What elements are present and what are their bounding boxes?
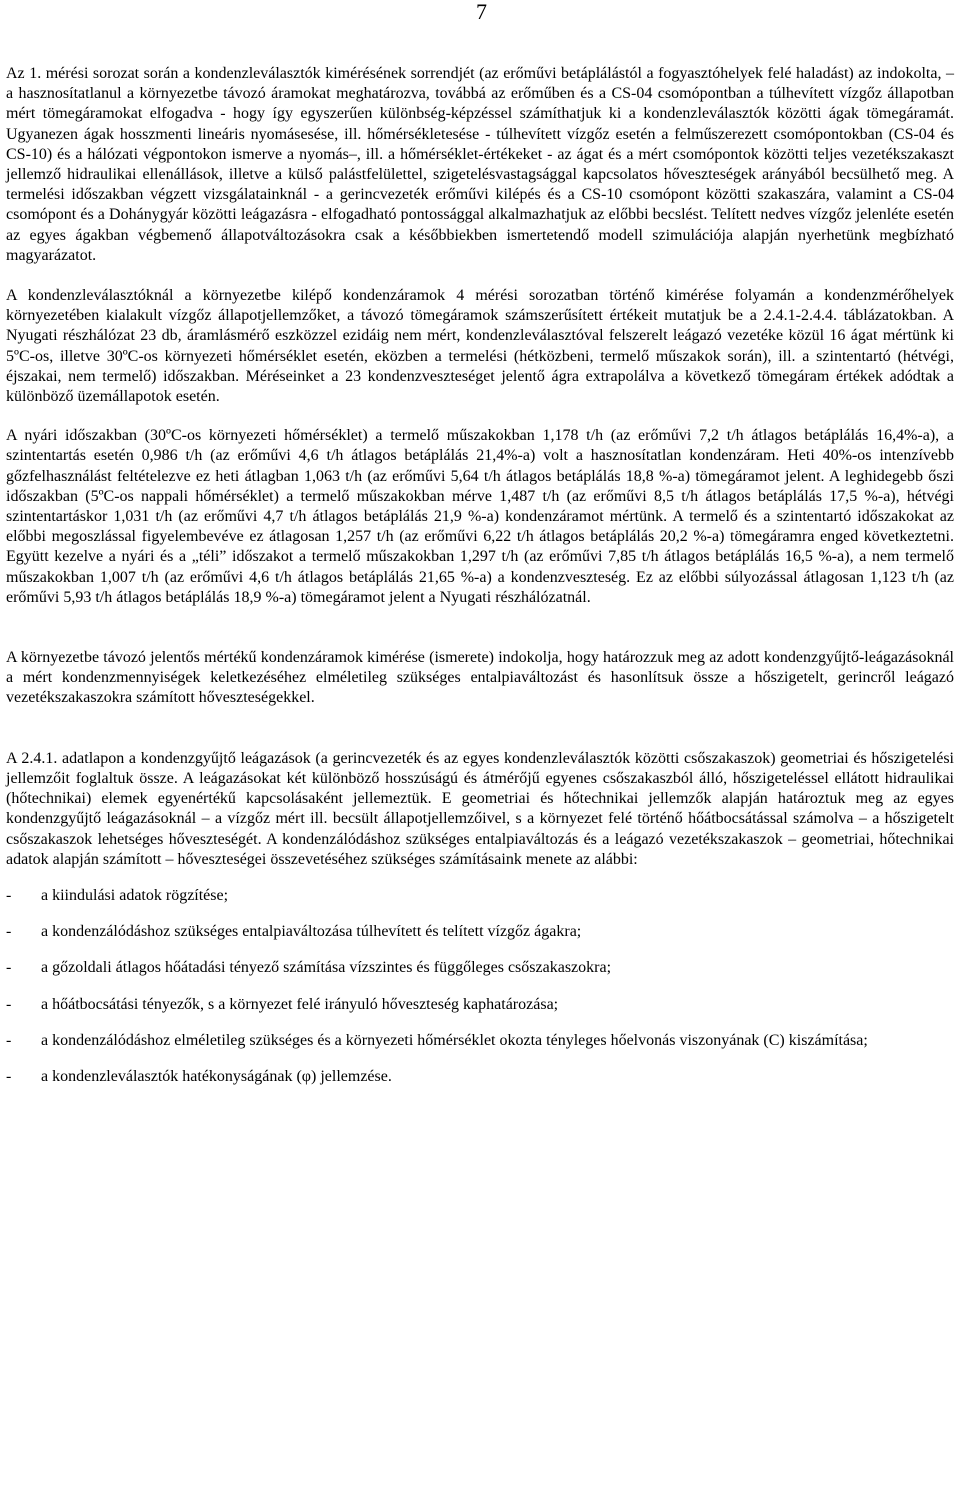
- list-item-text: a kondenzálódáshoz elméletileg szükséges és a környezeti hőmérséklet okozta tényleges hőelvonás viszonyának (C) kiszámítása;: [41, 1031, 868, 1049]
- bullet-dash: -: [6, 995, 12, 1013]
- paragraph-1: Az 1. mérési sorozat során a kondenzleválasztók kimérésének sorrendjét (az erőművi betáplálástól a fogyasztóhelyek felé haladást) az indokolta, – a hasznosítatlanul a környezetbe távozó áramokat meghatározva, továbbá az erőműben és a CS-04 csomópontban a túlhevített vízgőz állapotban mért tömegáramokat elfogadva - hogy így egyszerűen különbség-képzéssel számíthatjuk ki a kondenzleválasztók közötti ágak tömegáramát. Ugyanezen ágak hosszmenti lineáris nyomásesése, ill. hőmérsékletesése - túlhevített vízgőz esetén a felműszerezett csomópontokban (CS-04 és CS-10) és a hálózati végpontokon ismerve a nyomás–, ill. a hőmérséklet-értékeket - az ágat és a mért csomópontok közötti teljes vezetékszakaszt jellemző hidraulikai ellenállások, illetve a külső palástfelülettel, szigetelésvastagsággal kapcsolatos hőveszteségek arányából becsülhető meg. A termelési időszakban végzett vizsgálatainknál - a gerincvezeték erőművi kilépés és a CS-10 csomópont közötti szakaszára, valamint a CS-04 csomópont és a Dohánygyár közötti leágazásra - elfogadható pontossággal alkalmazhatjuk az előbbi becslést. Telített nedves vízgőz jelenléte esetén az egyes ágakban végbemenő állapotváltozásokra csak a későbbiekben ismertetendő modell szimulációja alapján nyerhetünk megbízható magyarázatot.: [6, 65, 954, 264]
- paragraph-2: A kondenzleválasztóknál a környezetbe kilépő kondenzáramok 4 mérési sorozatban történő kimérése folyamán a kondenzmérőhelyek környezetében kialakult vízgőz állapotjellemzőket, a távozó tömegáramok számszerűsített értékeit mutatjuk be a 2.4.1-2.4.4. táblázatokban. A Nyugati részhálózat 23 db, áramlásmérő eszközzel ezidáig nem mért, kondenzleválasztóval felszerelt leágazó vezetéke közül 16 ágat mértünk ki 5ºC-os, illetve 30ºC-os környezeti hőmérséklet esetén, eközben a termelési (hétközbeni, termelő műszakok során), ill. a szintentartó (hétvégi, éjszakai, nem termelő) időszakban. Méréseinket a 23 kondenzveszteséget jelentő ágra extrapolálva a következő tömegáram értékek adódtak a különböző üzemállapotok esetén.: [6, 287, 954, 406]
- list-item: [6, 1067, 954, 1087]
- paragraph-3: A nyári időszakban (30ºC-os környezeti hőmérséklet) a termelő műszakokban 1,178 t/h (az erőművi 7,2 t/h átlagos betáplálás 16,4%-a), a szintentartás esetén 0,986 t/h (az erőművi 4,6 t/h átlagos betáplálás 21,4%-a) volt a hasznosítatlan kondenzáram. Heti 40%-os intenzívebb gőzfelhasználást feltételezve ez heti átlagban 1,063 t/h (az erőművi 5,64 t/h átlagos betáplálás 18,8 %-a) tömegáramot jelent. A leghidegebb őszi időszakban (5ºC-os nappali hőmérséklet) a termelő műszakokban mérve 1,487 t/h (az erőművi 8,5 t/h átlagos betáplálás 17,5 %-a), hétvégi szintentartáskor 1,031 t/h (az erőművi 4,7 t/h átlagos betáplálás 21,9 %-a) kondenzáramot mértünk. A termelő és a szintentartó időszakokat az előbbi megoszlással figyelembevéve ez átlagosan 1,257 t/h (az erőművi 6,22 t/h átlagos betáplálás 20,2 %-a) tömegáramra enged következtetni. Együtt kezelve a nyári és a „téli” időszakot a termelő műszakokban 1,297 t/h (az erőművi 7,85 t/h átlagos betáplálás 16,5 %-a), a nem termelő műszakokban 1,007 t/h (az erőművi 4,6 t/h átlagos betáplálás 21,65 %-a) a kondenzveszteség. Ez az előbbi súlyozással átlagosan 1,123 t/h (az erőművi 5,93 t/h átlagos betáplálás 18,9 %-a) tömegáramot jelent a Nyugati részhálózatnál.: [6, 427, 954, 606]
- list-item-text: a kiindulási adatok rögzítése;: [41, 886, 229, 904]
- list-item: [6, 1031, 954, 1051]
- list-item-text: a kondenzleválasztók hatékonyságának (φ) jellemzése.: [41, 1067, 392, 1085]
- bullet-dash: -: [6, 1067, 12, 1085]
- body-text: [6, 64, 954, 1087]
- list-item: [6, 995, 954, 1015]
- bullet-dash: -: [6, 923, 12, 941]
- list-item: [6, 886, 954, 906]
- bullet-dash: -: [6, 886, 12, 904]
- list-item: [6, 958, 954, 978]
- list-item-text: a gőzoldali átlagos hőátadási tényező számítása vízszintes és függőleges csőszakaszokra;: [41, 959, 612, 977]
- list-item-text: a kondenzálódáshoz szükséges entalpiaváltozása túlhevített és telített vízgőz ágakra;: [41, 923, 582, 941]
- list-item-text: a hőátbocsátási tényezők, s a környezet felé irányuló hőveszteség kaphatározása;: [41, 995, 559, 1013]
- paragraph-5: A 2.4.1. adatlapon a kondenzgyűjtő leágazások (a gerincvezeték és az egyes kondenzleválasztók közötti csőszakaszok) geometriai és hőszigetelési jellemzőit foglaltuk össze. A leágazásokat két különböző hosszúságú és átmérőjű egyenes csőszakaszból álló, hőszigeteléssel ellátott hidraulikai (hőtechnikai) elemek egyenértékű kapcsolásaként jellemeztük. E geometriai és hőtechnikai jellemzők alapján határoztuk meg az egyes kondenzgyűjtő leágazásoknál – a vízgőz mért ill. becsült állapotjellemzőivel, s a környezet felé történő hőátbocsátással számolva – a hőszigetelt csőszakaszok lehetséges hőveszteségét. A kondenzálódáshoz szükséges entalpiaváltozás és a leágazó vezetékszakaszok – geometriai, hőtechnikai adatok alapján számított – hőveszteségei összevetéséhez szükséges számításaink menete az alábbi:: [6, 749, 954, 868]
- paragraph-4: A környezetbe távozó jelentős mértékű kondenzáramok kimérése (ismerete) indokolja, hogy határozzuk meg az adott kondenzgyűjtő-leágazásoknál a mért kondenzmennyiségek keletkezéséhez elméletileg szükséges entalpiaváltozást és hasonlítsuk össze a hőszigetelt, gerincről leágazó vezetékszakaszokra számított hőveszteségekkel.: [6, 649, 954, 707]
- list-item: [6, 922, 954, 942]
- bullet-list: [6, 886, 954, 1087]
- page-number: 7: [476, 0, 487, 24]
- bullet-dash: -: [6, 1031, 12, 1049]
- bullet-dash: -: [6, 959, 12, 977]
